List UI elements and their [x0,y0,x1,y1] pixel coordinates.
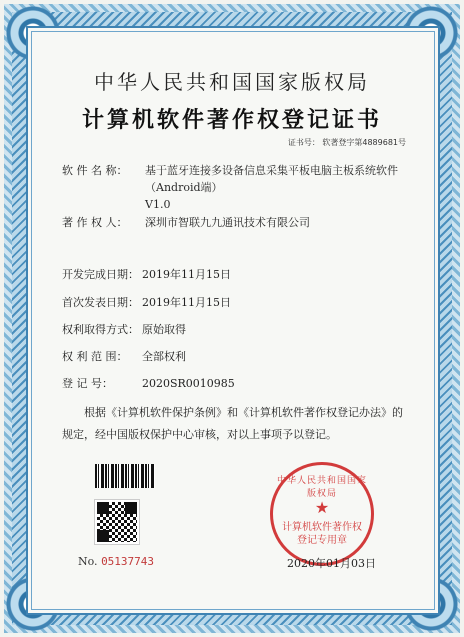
software-name-line: 基于蓝牙连接多设备信息采集平板电脑主板系统软件 [145,164,398,177]
reg-no-label: 登 记 号： [62,377,113,390]
issue-date: 2020年01月03日 [287,557,376,570]
seal-star-icon: ★ [314,498,330,517]
scope-value: 全部权利 [142,350,186,363]
serial-value: 05137743 [101,555,155,568]
certificate-number: 证书号： 软著登字第4889681号 [287,138,406,147]
software-name-line: V1.0 [145,198,171,211]
serial-label: No. [78,555,98,568]
seal-line: 登记专用章 [297,535,347,546]
software-name-label: 软 件 名 称： [62,164,128,177]
statement-line: 规定，经中国版权保护中心审核，对以上事项予以登记。 [62,428,337,441]
serial-number [78,555,154,568]
acquire-label: 权利取得方式： [62,323,139,336]
owner-row [62,214,310,230]
dev-date-value: 2019年11月15日 [142,268,231,281]
software-name-row [62,162,142,178]
seal-line: 计算机软件著作权 [282,522,362,533]
software-name-value [145,162,435,213]
pub-date-row [62,294,231,310]
qr-code [95,500,139,544]
seal-ring-text: 中华人民共和国国家版权局 [276,476,367,499]
issuer-heading: 中华人民共和国国家版权局 [94,70,370,94]
official-seal [270,462,374,566]
scope-label: 权 利 范 围： [62,350,128,363]
acquire-row [62,321,186,337]
scope-row [62,348,186,364]
pub-date-value: 2019年11月15日 [142,296,231,309]
statement-line: 根据《计算机软件保护条例》和《计算机软件著作权登记办法》的 [84,406,403,419]
registration-statement [62,402,412,446]
dev-date-row [62,266,231,282]
reg-no-row [62,375,235,391]
seal-inner-text [273,521,371,547]
pub-date-label: 首次发表日期： [62,296,139,309]
barcode [95,464,155,488]
owner-value: 深圳市智联九九通讯技术有限公司 [145,216,310,229]
dev-date-label: 开发完成日期： [62,268,139,281]
acquire-value: 原始取得 [142,323,186,336]
software-name-line: （Android端） [145,181,223,194]
certificate-title: 计算机软件著作权登记证书 [81,107,382,133]
owner-label: 著 作 权 人： [62,216,128,229]
reg-no-value: 2020SR0010985 [142,377,235,390]
